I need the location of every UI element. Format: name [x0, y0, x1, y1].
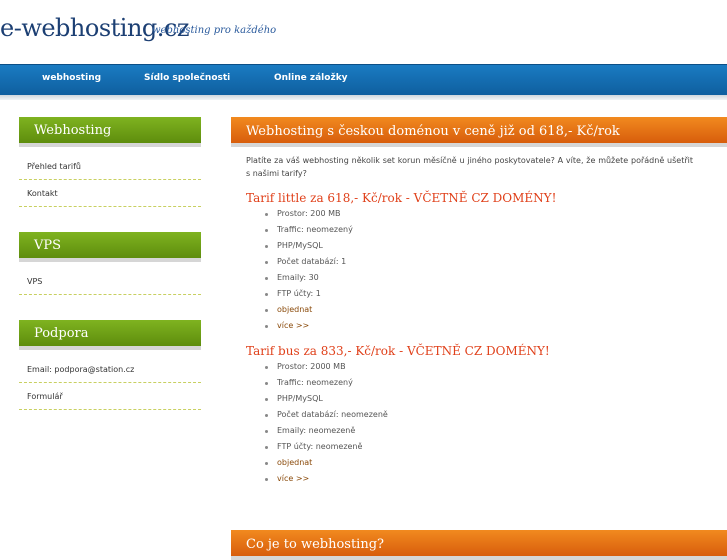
tariff-feature: FTP účty: neomezeně [263, 439, 388, 455]
nav-online-zalozky[interactable]: Online záložky [274, 73, 348, 83]
nav-shadow [0, 95, 727, 100]
tariff-feature: Počet databází: 1 [263, 254, 353, 270]
tariff-feature: FTP účty: 1 [263, 286, 353, 302]
tariff-feature: Emaily: neomezeně [263, 423, 388, 439]
tariff-feature: Prostor: 200 MB [263, 206, 353, 222]
tariff-bus-order-link[interactable]: objednat [263, 455, 388, 471]
sidebar-heading-webhosting: Webhosting [19, 117, 201, 147]
sidebar-heading-podpora: Podpora [19, 320, 201, 350]
tariff-little-title: Tarif little za 618,- Kč/rok - VČETNĚ CZ DOMÉNY! [246, 191, 557, 205]
nav-sidlo-spolecnosti[interactable]: Sídlo společnosti [144, 73, 231, 83]
sidebar-item-formular[interactable]: Formulář [19, 383, 201, 410]
sidebar-item-prehled-tarifu[interactable]: Přehled tarifů [19, 153, 201, 180]
tariff-little-more-link[interactable]: více >> [263, 318, 353, 334]
second-heading: Co je to webhosting? [231, 530, 727, 560]
tariff-bus-more-link[interactable]: více >> [263, 471, 388, 487]
sidebar-item-email[interactable]: Email: podpora@station.cz [19, 356, 201, 383]
tariff-bus-title: Tarif bus za 833,- Kč/rok - VČETNĚ CZ DOMÉNY! [246, 344, 550, 358]
sidebar-item-kontakt[interactable]: Kontakt [19, 180, 201, 207]
intro-text: Platíte za váš webhosting několik set korun měsíčně u jiného poskytovatele? A víte, že můžete pořádně ušetřit s našimi tarify? [246, 156, 693, 178]
tariff-little-features [263, 206, 353, 334]
main-heading: Webhosting s českou doménou v ceně již od 618,- Kč/rok [231, 117, 727, 147]
tariff-feature: PHP/MySQL [263, 238, 353, 254]
site-tagline: webhosting pro každého [152, 25, 277, 36]
tariff-feature: PHP/MySQL [263, 391, 388, 407]
tariff-feature: Prostor: 2000 MB [263, 359, 388, 375]
sidebar-box-webhosting [19, 117, 201, 207]
sidebar-box-vps [19, 232, 201, 295]
sidebar-heading-vps: VPS [19, 232, 201, 262]
second-heading-box [231, 530, 727, 560]
tariff-little-order-link[interactable]: objednat [263, 302, 353, 318]
tariff-bus-features [263, 359, 388, 487]
tariff-feature: Emaily: 30 [263, 270, 353, 286]
sidebar-box-podpora [19, 320, 201, 410]
tariff-feature: Počet databází: neomezeně [263, 407, 388, 423]
tariff-feature: Traffic: neomezený [263, 375, 388, 391]
site-logo[interactable]: e-webhosting.cz [0, 14, 189, 42]
tariff-feature: Traffic: neomezený [263, 222, 353, 238]
nav-webhosting[interactable]: webhosting [42, 73, 102, 83]
main-nav [0, 64, 727, 95]
main-heading-box [231, 117, 727, 147]
sidebar-item-vps[interactable]: VPS [19, 268, 201, 295]
